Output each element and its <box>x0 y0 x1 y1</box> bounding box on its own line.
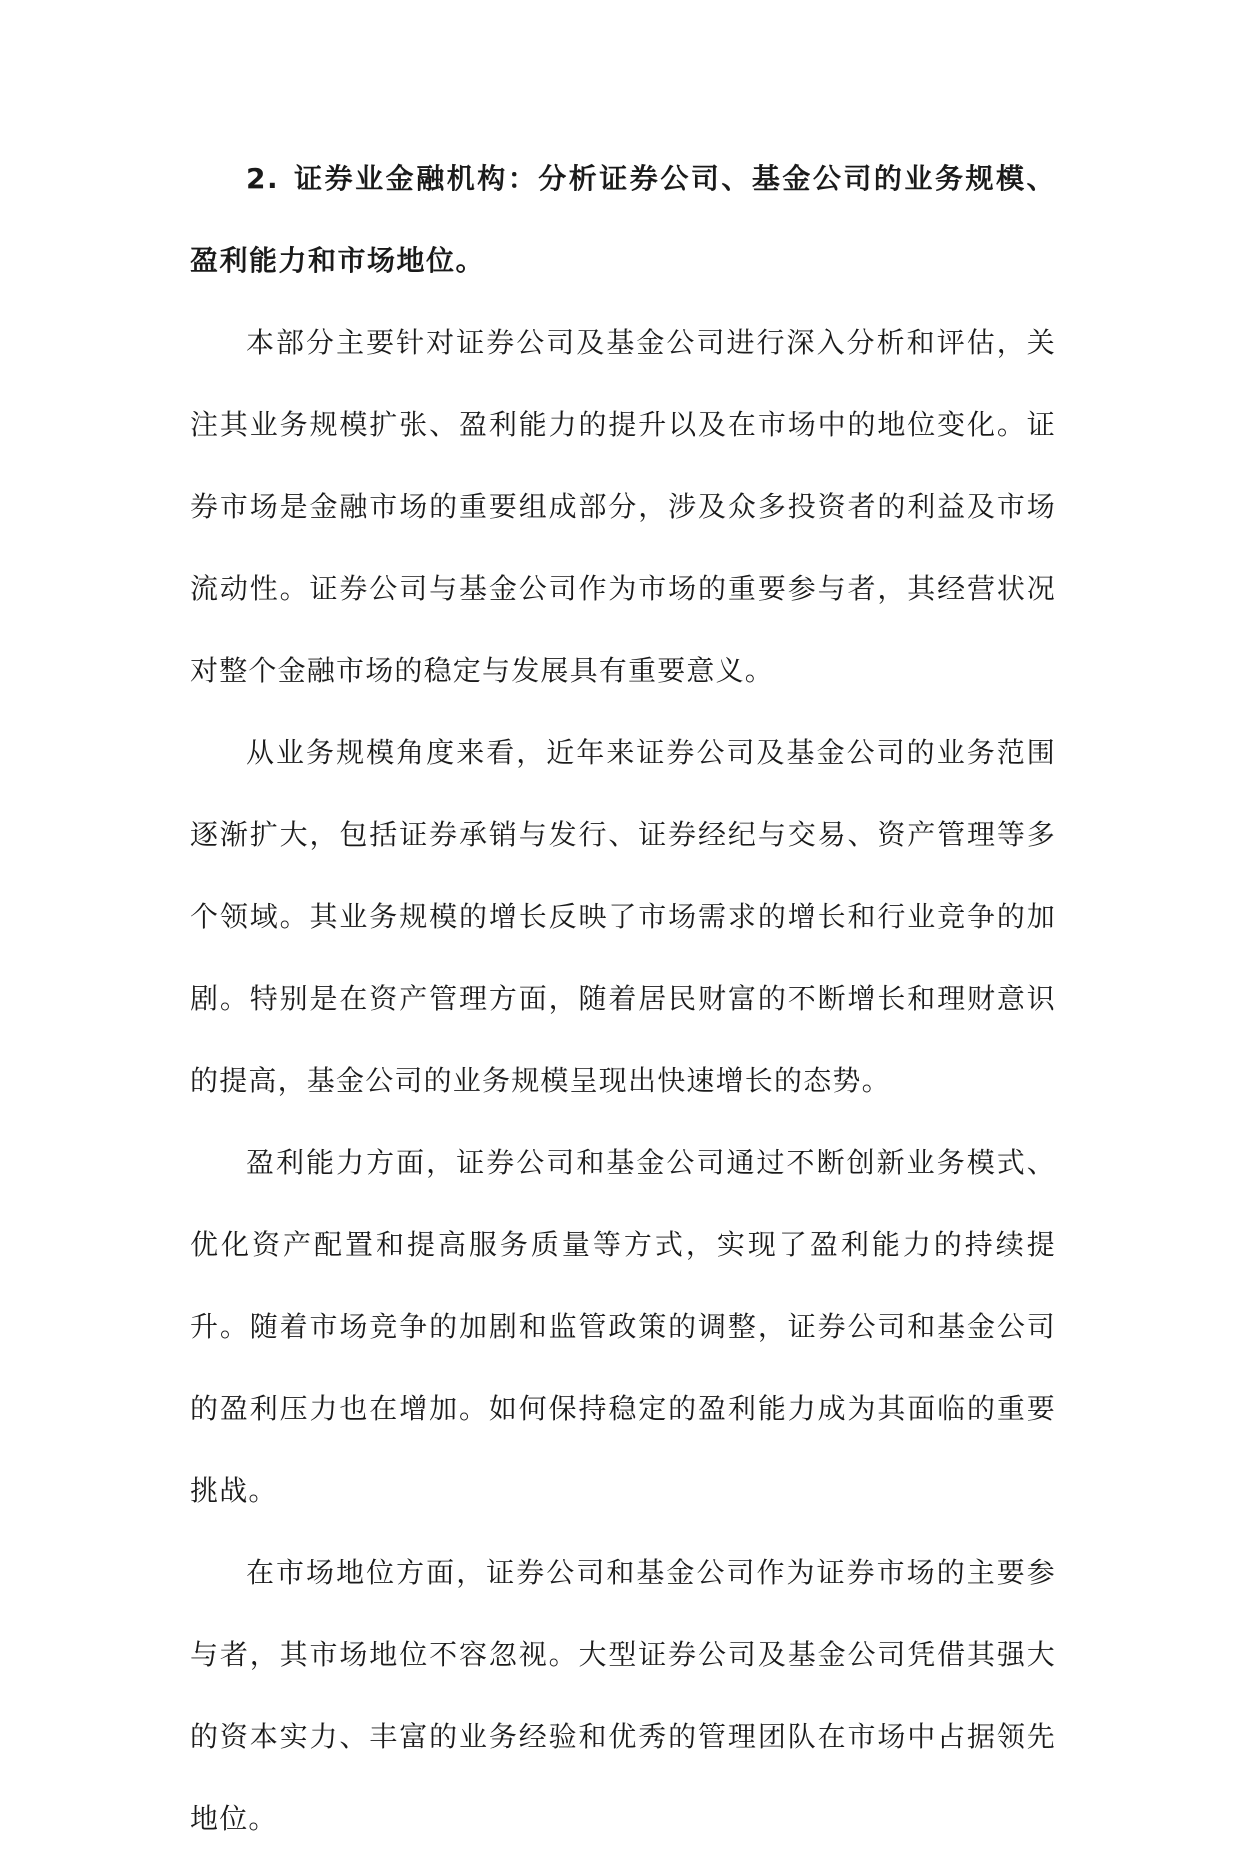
section-number: 2. <box>246 162 280 195</box>
paragraph-profitability: 盈利能力方面，证券公司和基金公司通过不断创新业务模式、优化资产配置和提高服务质量等方式，实现了盈利能力的持续提升。随着市场竞争的加剧和监管政策的调整，证券公司和基金公司的盈利压力也在增加。如何保持稳定的盈利能力成为其面临的重要挑战。 <box>190 1146 1056 1507</box>
paragraph-business-scale: 从业务规模角度来看，近年来证券公司及基金公司的业务范围逐渐扩大，包括证券承销与发行、证券经纪与交易、资产管理等多个领域。其业务规模的增长反映了市场需求的增长和行业竞争的加剧。特别是在资产管理方面，随着居民财富的不断增长和理财意识的提高，基金公司的业务规模呈现出快速增长的态势。 <box>190 736 1056 1097</box>
section-heading <box>190 138 1056 302</box>
section-heading-text: 证券业金融机构：分析证券公司、基金公司的业务规模、盈利能力和市场地位。 <box>190 162 1056 277</box>
paragraph-intro: 本部分主要针对证券公司及基金公司进行深入分析和评估，关注其业务规模扩张、盈利能力的提升以及在市场中的地位变化。证券市场是金融市场的重要组成部分，涉及众多投资者的利益及市场流动性。证券公司与基金公司作为市场的重要参与者，其经营状况对整个金融市场的稳定与发展具有重要意义。 <box>190 326 1056 687</box>
document-page <box>190 138 1056 1860</box>
paragraph-market-position: 在市场地位方面，证券公司和基金公司作为证券市场的主要参与者，其市场地位不容忽视。大型证券公司及基金公司凭借其强大的资本实力、丰富的业务经验和优秀的管理团队在市场中占据领先地位。 <box>190 1556 1056 1835</box>
